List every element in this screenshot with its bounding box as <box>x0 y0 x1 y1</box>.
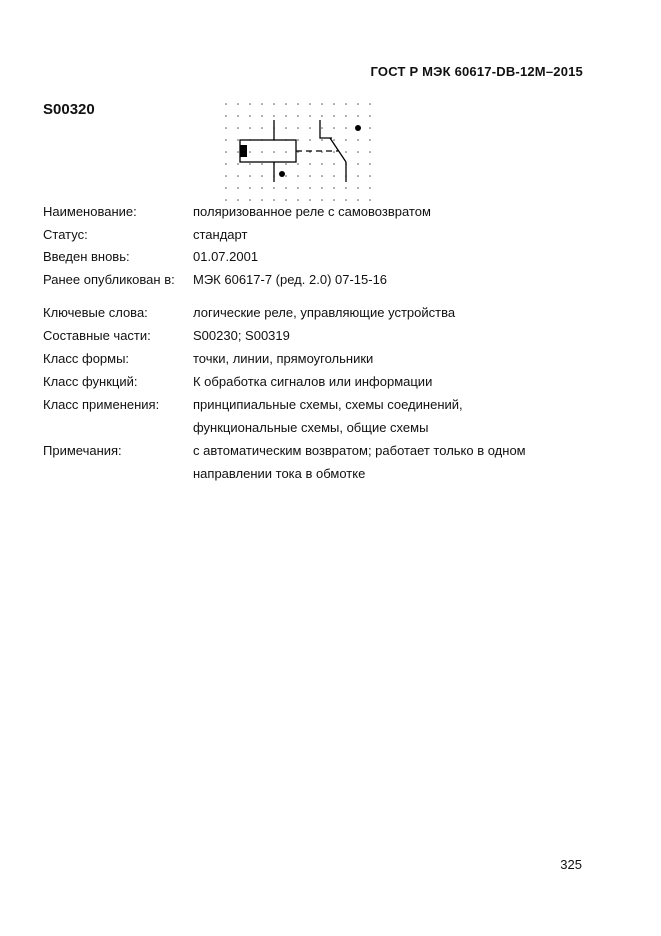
grid-dot <box>225 175 227 177</box>
field-row <box>0 204 661 224</box>
grid-dot <box>237 163 239 165</box>
grid-dot <box>369 115 371 117</box>
grid-dot <box>285 103 287 105</box>
grid-dot <box>261 115 263 117</box>
grid-dot <box>321 103 323 105</box>
grid-dot <box>321 127 323 129</box>
field-row <box>0 227 661 247</box>
field-value: К обработка сигналов или информации <box>193 374 433 389</box>
field-value: S00230; S00319 <box>193 328 290 343</box>
field-value: МЭК 60617-7 (ред. 2.0) 07-15-16 <box>193 272 388 287</box>
field-label: Ключевые слова: <box>43 305 148 320</box>
field-row <box>0 466 661 486</box>
contact-top <box>320 120 332 138</box>
grid-dot <box>309 115 311 117</box>
grid-dot <box>273 103 275 105</box>
grid-dot <box>357 187 359 189</box>
grid-dot <box>309 103 311 105</box>
field-value: функциональные схемы, общие схемы <box>193 420 429 435</box>
grid-dot <box>225 115 227 117</box>
contact-dot <box>355 125 361 131</box>
grid-dot <box>237 199 239 201</box>
field-value: принципиальные схемы, схемы соединений, <box>193 397 463 412</box>
grid-dot <box>357 199 359 201</box>
grid-dot <box>369 151 371 153</box>
grid-dot <box>321 163 323 165</box>
grid-dot <box>261 103 263 105</box>
grid-dot <box>237 151 239 153</box>
grid-dot <box>225 199 227 201</box>
grid-dot <box>333 139 335 141</box>
grid-dot <box>297 103 299 105</box>
grid-dot <box>261 175 263 177</box>
grid-dot <box>261 187 263 189</box>
field-label: Ранее опубликован в: <box>43 272 175 287</box>
grid-dot <box>321 139 323 141</box>
field-row <box>0 272 661 292</box>
grid-dot <box>333 127 335 129</box>
grid-dot <box>285 163 287 165</box>
grid-dot <box>249 163 251 165</box>
grid-dot <box>273 199 275 201</box>
grid-dot <box>369 163 371 165</box>
field-label: Статус: <box>43 227 88 242</box>
grid-dot <box>237 127 239 129</box>
grid-dot <box>297 199 299 201</box>
grid-dot <box>225 139 227 141</box>
grid-dot <box>333 163 335 165</box>
grid-dot <box>309 199 311 201</box>
grid-dot <box>297 163 299 165</box>
symbol-code: S00320 <box>43 101 95 118</box>
field-row <box>0 305 661 325</box>
grid-dot <box>297 127 299 129</box>
grid-dot <box>345 151 347 153</box>
grid-dot <box>345 139 347 141</box>
grid-dot <box>357 163 359 165</box>
grid-dot <box>261 199 263 201</box>
grid-dot <box>297 115 299 117</box>
grid-dot <box>249 151 251 153</box>
grid-dot <box>297 139 299 141</box>
field-label: Примечания: <box>43 443 122 458</box>
grid-dot <box>345 187 347 189</box>
contact-blade <box>330 138 346 162</box>
grid-dot <box>369 187 371 189</box>
grid-dot <box>345 127 347 129</box>
grid-dot <box>297 187 299 189</box>
grid-dot <box>249 187 251 189</box>
field-value: с автоматическим возвратом; работает только в одном <box>193 443 526 458</box>
field-value: стандарт <box>193 227 248 242</box>
grid-dot <box>321 199 323 201</box>
field-row <box>0 420 661 440</box>
field-label: Класс формы: <box>43 351 130 366</box>
grid-dot <box>249 199 251 201</box>
grid-dot <box>285 127 287 129</box>
grid-dot <box>309 163 311 165</box>
grid-dot <box>309 187 311 189</box>
grid-dot <box>357 151 359 153</box>
grid-dot <box>285 199 287 201</box>
grid-dot <box>369 127 371 129</box>
grid-dot <box>237 103 239 105</box>
grid-dot <box>321 175 323 177</box>
grid-dot <box>297 175 299 177</box>
grid-dot <box>261 127 263 129</box>
grid-dot <box>285 187 287 189</box>
grid-dot <box>273 115 275 117</box>
field-row <box>0 328 661 348</box>
field-label: Класс применения: <box>43 397 160 412</box>
grid-dot <box>333 151 335 153</box>
field-label: Составные части: <box>43 328 151 343</box>
grid-dot <box>273 151 275 153</box>
document-header: ГОСТ Р МЭК 60617-DB-12M–2015 <box>370 64 583 79</box>
field-row <box>0 249 661 269</box>
grid-dot <box>369 103 371 105</box>
field-row <box>0 443 661 463</box>
grid-dot <box>249 175 251 177</box>
grid-dot <box>345 115 347 117</box>
grid-dot <box>357 103 359 105</box>
grid-dot <box>285 175 287 177</box>
grid-dot <box>225 187 227 189</box>
grid-dot <box>321 187 323 189</box>
field-label: Введен вновь: <box>43 249 130 264</box>
grid-dot <box>309 175 311 177</box>
grid-dot <box>285 115 287 117</box>
field-value: 01.07.2001 <box>193 249 259 264</box>
grid-dot <box>333 187 335 189</box>
page-number: 325 <box>560 857 582 872</box>
grid-dot <box>333 175 335 177</box>
grid-dot <box>285 151 287 153</box>
grid-dot <box>249 127 251 129</box>
grid-dot <box>225 103 227 105</box>
grid-dot <box>237 115 239 117</box>
grid-dot <box>237 139 239 141</box>
grid-dot <box>345 199 347 201</box>
field-value: направлении тока в обмотке <box>193 466 366 481</box>
grid-dot <box>369 199 371 201</box>
grid-dot <box>357 139 359 141</box>
grid-dot <box>225 127 227 129</box>
grid-dot <box>345 103 347 105</box>
coil-rectangle <box>240 140 296 162</box>
field-row <box>0 351 661 371</box>
grid-dot <box>357 175 359 177</box>
grid-dot <box>357 115 359 117</box>
grid-dot <box>333 115 335 117</box>
relay-symbol-icon <box>220 98 380 202</box>
grid-dot <box>237 175 239 177</box>
field-value: поляризованное реле с самовозвратом <box>193 204 431 219</box>
grid-dot <box>321 115 323 117</box>
grid-dot <box>225 163 227 165</box>
grid-dot <box>273 187 275 189</box>
grid-dot <box>369 139 371 141</box>
grid-dot <box>309 139 311 141</box>
field-value: точки, линии, прямоугольники <box>193 351 374 366</box>
polarity-bar <box>240 145 247 157</box>
field-label: Класс функций: <box>43 374 138 389</box>
field-label: Наименование: <box>43 204 137 219</box>
grid-dot <box>249 103 251 105</box>
coil-dot <box>279 171 285 177</box>
field-value: логические реле, управляющие устройства <box>193 305 456 320</box>
grid-dot <box>261 151 263 153</box>
grid-dot <box>369 175 371 177</box>
grid-dot <box>225 151 227 153</box>
field-row <box>0 374 661 394</box>
grid-dot <box>237 187 239 189</box>
field-row <box>0 397 661 417</box>
grid-dot <box>261 163 263 165</box>
grid-dot <box>249 115 251 117</box>
grid-dot <box>309 127 311 129</box>
grid-dot <box>333 199 335 201</box>
grid-dot <box>333 103 335 105</box>
